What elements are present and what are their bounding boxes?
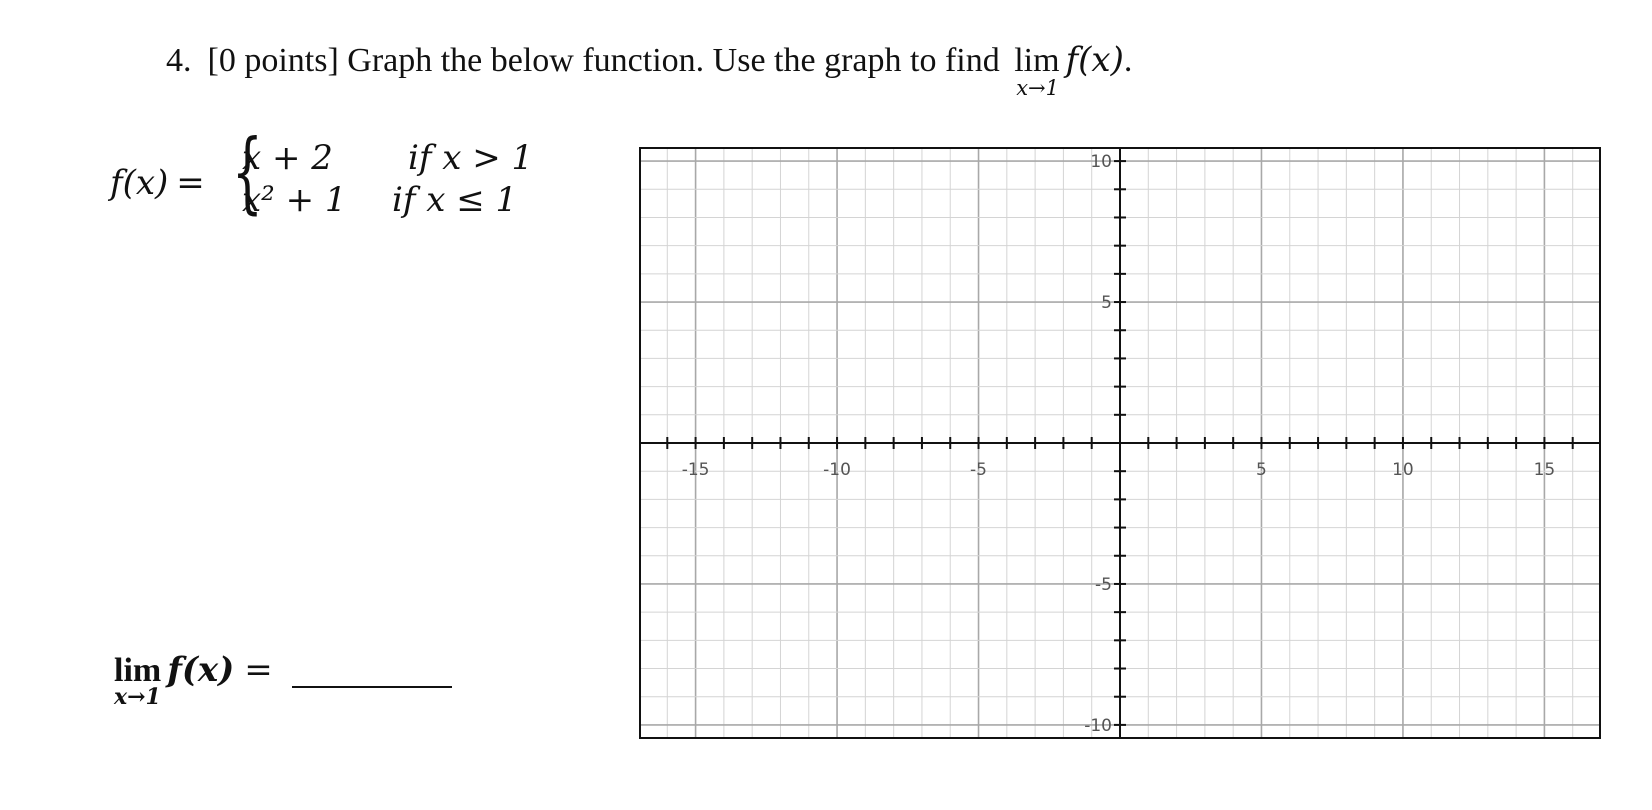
limit-expression <box>1014 42 1060 100</box>
x-tick-label: 15 <box>1533 460 1556 480</box>
limit-subscript: x→1 <box>1016 76 1060 100</box>
answer-function: f(x) <box>167 650 235 690</box>
piecewise-lhs <box>110 163 205 203</box>
question-text: [0 points] Graph the below function. Use the graph to find <box>207 42 1000 79</box>
y-tick-label: -5 <box>1095 574 1112 595</box>
piecewise-function <box>110 120 550 228</box>
x-tick-label: 10 <box>1392 460 1414 480</box>
question-period: . <box>1123 42 1133 79</box>
case-condition: if x ≤ 1 <box>392 180 518 220</box>
case-expression: x² + 1 <box>242 180 347 220</box>
piecewise-function-name: f(x) <box>110 163 169 203</box>
limit-word: lim <box>1014 42 1060 79</box>
answer-equals: = <box>244 650 273 690</box>
coordinate-grid[interactable] <box>639 147 1601 739</box>
case-condition: if x > 1 <box>408 138 534 178</box>
piecewise-brace: { <box>232 120 263 223</box>
grid-svg[interactable] <box>639 147 1601 739</box>
x-tick-label: -5 <box>970 460 988 480</box>
y-tick-label: 5 <box>1101 293 1112 314</box>
x-tick-label: 5 <box>1256 460 1267 480</box>
y-tick-label: -10 <box>1084 715 1112 736</box>
answer-line <box>114 650 273 710</box>
y-tick-label: 10 <box>1090 152 1112 173</box>
piecewise-equals: = <box>176 163 205 203</box>
function-symbol: f(x) <box>1065 40 1124 80</box>
answer-blank[interactable] <box>292 686 452 688</box>
case-expression: x + 2 <box>242 138 333 178</box>
x-tick-label: -15 <box>681 460 710 480</box>
answer-limit-word: lim <box>114 652 162 689</box>
question-number: 4. <box>166 42 192 79</box>
question-prompt <box>166 40 1133 100</box>
answer-limit-subscript: x→1 <box>114 684 161 710</box>
x-tick-label: -10 <box>823 460 851 480</box>
